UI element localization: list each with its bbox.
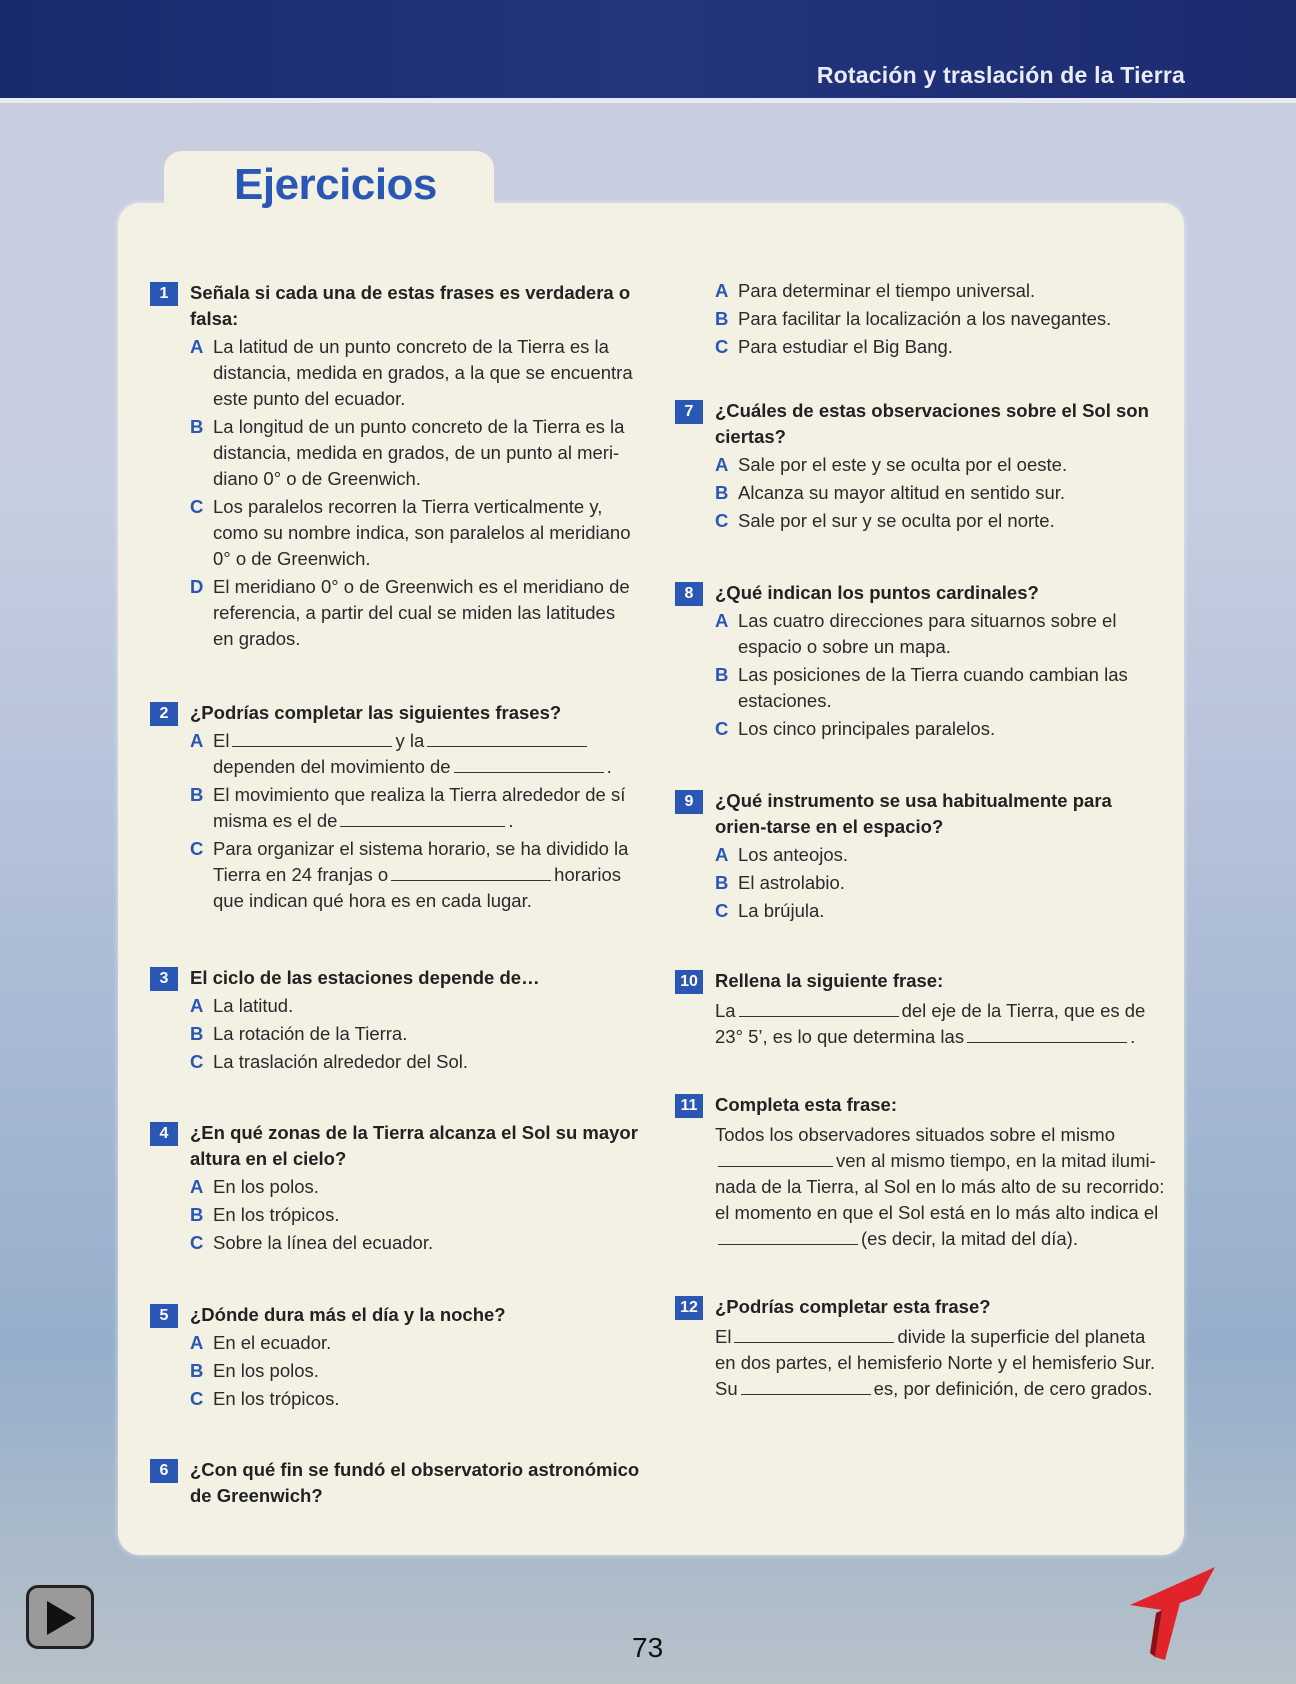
option-a: A Las cuatro direcciones para situarnos sobre el espacio o sobre un mapa. <box>715 610 1117 657</box>
option-d: D El meridiano 0° o de Greenwich es el meridiano de referencia, a partir del cual se miden las latitudes en grados. <box>190 576 630 649</box>
blank-field[interactable] <box>718 1228 858 1245</box>
exercise-question: ¿Podrías completar esta frase? <box>715 1296 991 1317</box>
option-c: C La brújula. <box>715 900 825 921</box>
exercise-question: Completa esta frase: <box>715 1094 897 1115</box>
option-c: C Sobre la línea del ecuador. <box>190 1232 434 1253</box>
option-b: B El astrolabio. <box>715 872 845 893</box>
exercise-question: ¿Dónde dura más el día y la noche? <box>190 1304 506 1325</box>
exercise-9 <box>675 788 1165 924</box>
exercise-1 <box>150 280 640 652</box>
option-a: A Para determinar el tiempo universal. <box>715 280 1036 301</box>
option-c: C Para organizar el sistema horario, se ha dividido la Tierra en 24 franjas o horarios que indican qué hora es en cada lugar. <box>190 838 629 911</box>
exercise-number: 12 <box>675 1296 703 1320</box>
option-b: B Las posiciones de la Tierra cuando cambian las estaciones. <box>715 664 1128 711</box>
exercise-number: 8 <box>675 582 703 606</box>
option-b: B Para facilitar la localización a los navegantes. <box>715 308 1112 329</box>
exercise-number: 9 <box>675 790 703 814</box>
publisher-logo-icon <box>1120 1565 1240 1665</box>
option-b: B El movimiento que realiza la Tierra alrededor de sí misma es el de . <box>190 784 626 831</box>
blank-field[interactable] <box>427 730 587 747</box>
blank-field[interactable] <box>741 1378 871 1395</box>
exercise-number: 5 <box>150 1304 178 1328</box>
option-c: C Los paralelos recorren la Tierra verticalmente y, como su nombre indica, son paralelos al meridiano 0° o de Greenwich. <box>190 496 631 569</box>
exercise-4 <box>150 1120 640 1256</box>
exercise-question: Rellena la siguiente frase: <box>715 970 944 991</box>
section-title: Rotación y traslación de la Tierra <box>816 62 1185 88</box>
option-c: C En los trópicos. <box>190 1388 340 1409</box>
page-number: 73 <box>632 1632 664 1663</box>
fill-in-text: El divide la superficie del planeta en dos partes, el hemisferio Norte y el hemisferio Sur. Su es, por definición, de cero grados. <box>715 1326 1156 1399</box>
exercise-10 <box>675 968 1165 1050</box>
option-a: A La latitud. <box>190 995 294 1016</box>
option-b: B En los polos. <box>190 1360 319 1381</box>
exercise-12 <box>675 1294 1165 1402</box>
blank-field[interactable] <box>718 1150 833 1167</box>
option-b: B La rotación de la Tierra. <box>190 1023 408 1044</box>
option-a: A El y la dependen del movimiento de . <box>190 730 612 777</box>
blank-field[interactable] <box>340 810 505 827</box>
option-c: C La traslación alrededor del Sol. <box>190 1051 469 1072</box>
exercise-number: 1 <box>150 282 178 306</box>
option-a: A En los polos. <box>190 1176 319 1197</box>
exercise-7 <box>675 398 1165 534</box>
option-b: B La longitud de un punto concreto de la Tierra es la distancia, medida en grados, de un punto al meri-diano 0° o de Greenwich. <box>190 416 625 489</box>
fill-in-text: La del eje de la Tierra, que es de 23° 5’, es lo que determina las . <box>715 1000 1146 1047</box>
exercise-question: ¿Qué instrumento se usa habitualmente para orien-tarse en el espacio? <box>715 790 1112 837</box>
exercise-question: ¿Cuáles de estas observaciones sobre el Sol son ciertas? <box>715 400 1149 447</box>
blank-field[interactable] <box>734 1326 894 1343</box>
option-b: B Alcanza su mayor altitud en sentido sur. <box>715 482 1066 503</box>
exercise-number: 3 <box>150 967 178 991</box>
option-a: A Los anteojos. <box>715 844 849 865</box>
exercise-number: 10 <box>675 970 703 994</box>
exercise-3 <box>150 965 640 1075</box>
exercise-8 <box>675 580 1165 742</box>
exercise-question: ¿Qué indican los puntos cardinales? <box>715 582 1039 603</box>
exercise-6 <box>150 1457 640 1509</box>
option-a: A La latitud de un punto concreto de la Tierra es la distancia, medida en grados, a la que se encuentra este punto del ecuador. <box>190 336 633 409</box>
option-a: A Sale por el este y se oculta por el oeste. <box>715 454 1068 475</box>
blank-field[interactable] <box>967 1026 1127 1043</box>
fill-in-text: Todos los observadores situados sobre el mismo ven al mismo tiempo, en la mitad ilumi-nada de la Tierra, al Sol en lo más alto de su recorrido: el momento en que el Sol está en lo más alto indica el (es decir, la mitad del día). <box>715 1124 1165 1249</box>
play-button[interactable] <box>26 1585 94 1649</box>
option-c: C Para estudiar el Big Bang. <box>715 336 953 357</box>
exercise-number: 4 <box>150 1122 178 1146</box>
exercise-2 <box>150 700 640 914</box>
exercise-number: 11 <box>675 1094 703 1118</box>
blank-field[interactable] <box>232 730 392 747</box>
exercise-11 <box>675 1092 1165 1252</box>
option-a: A En el ecuador. <box>190 1332 332 1353</box>
blank-field[interactable] <box>391 864 551 881</box>
exercise-question: ¿Podrías completar las siguientes frases? <box>190 702 562 723</box>
exercise-5 <box>150 1302 640 1412</box>
exercise-question: ¿En qué zonas de la Tierra alcanza el Sol su mayor altura en el cielo? <box>190 1122 638 1169</box>
option-b: B En los trópicos. <box>190 1204 340 1225</box>
exercise-number: 6 <box>150 1459 178 1483</box>
exercise-number: 2 <box>150 702 178 726</box>
option-c: C Los cinco principales paralelos. <box>715 718 996 739</box>
option-c: C Sale por el sur y se oculta por el norte. <box>715 510 1055 531</box>
exercise-question: Señala si cada una de estas frases es verdadera o falsa: <box>190 282 631 329</box>
blank-field[interactable] <box>454 756 604 773</box>
exercise-number: 7 <box>675 400 703 424</box>
page-title: Ejercicios <box>234 160 437 209</box>
exercise-question: ¿Con qué fin se fundó el observatorio astronómico de Greenwich? <box>190 1459 640 1506</box>
blank-field[interactable] <box>739 1000 899 1017</box>
play-icon <box>43 1598 79 1638</box>
exercise-6-options <box>675 276 1165 360</box>
exercise-question: El ciclo de las estaciones depende de… <box>190 967 540 988</box>
